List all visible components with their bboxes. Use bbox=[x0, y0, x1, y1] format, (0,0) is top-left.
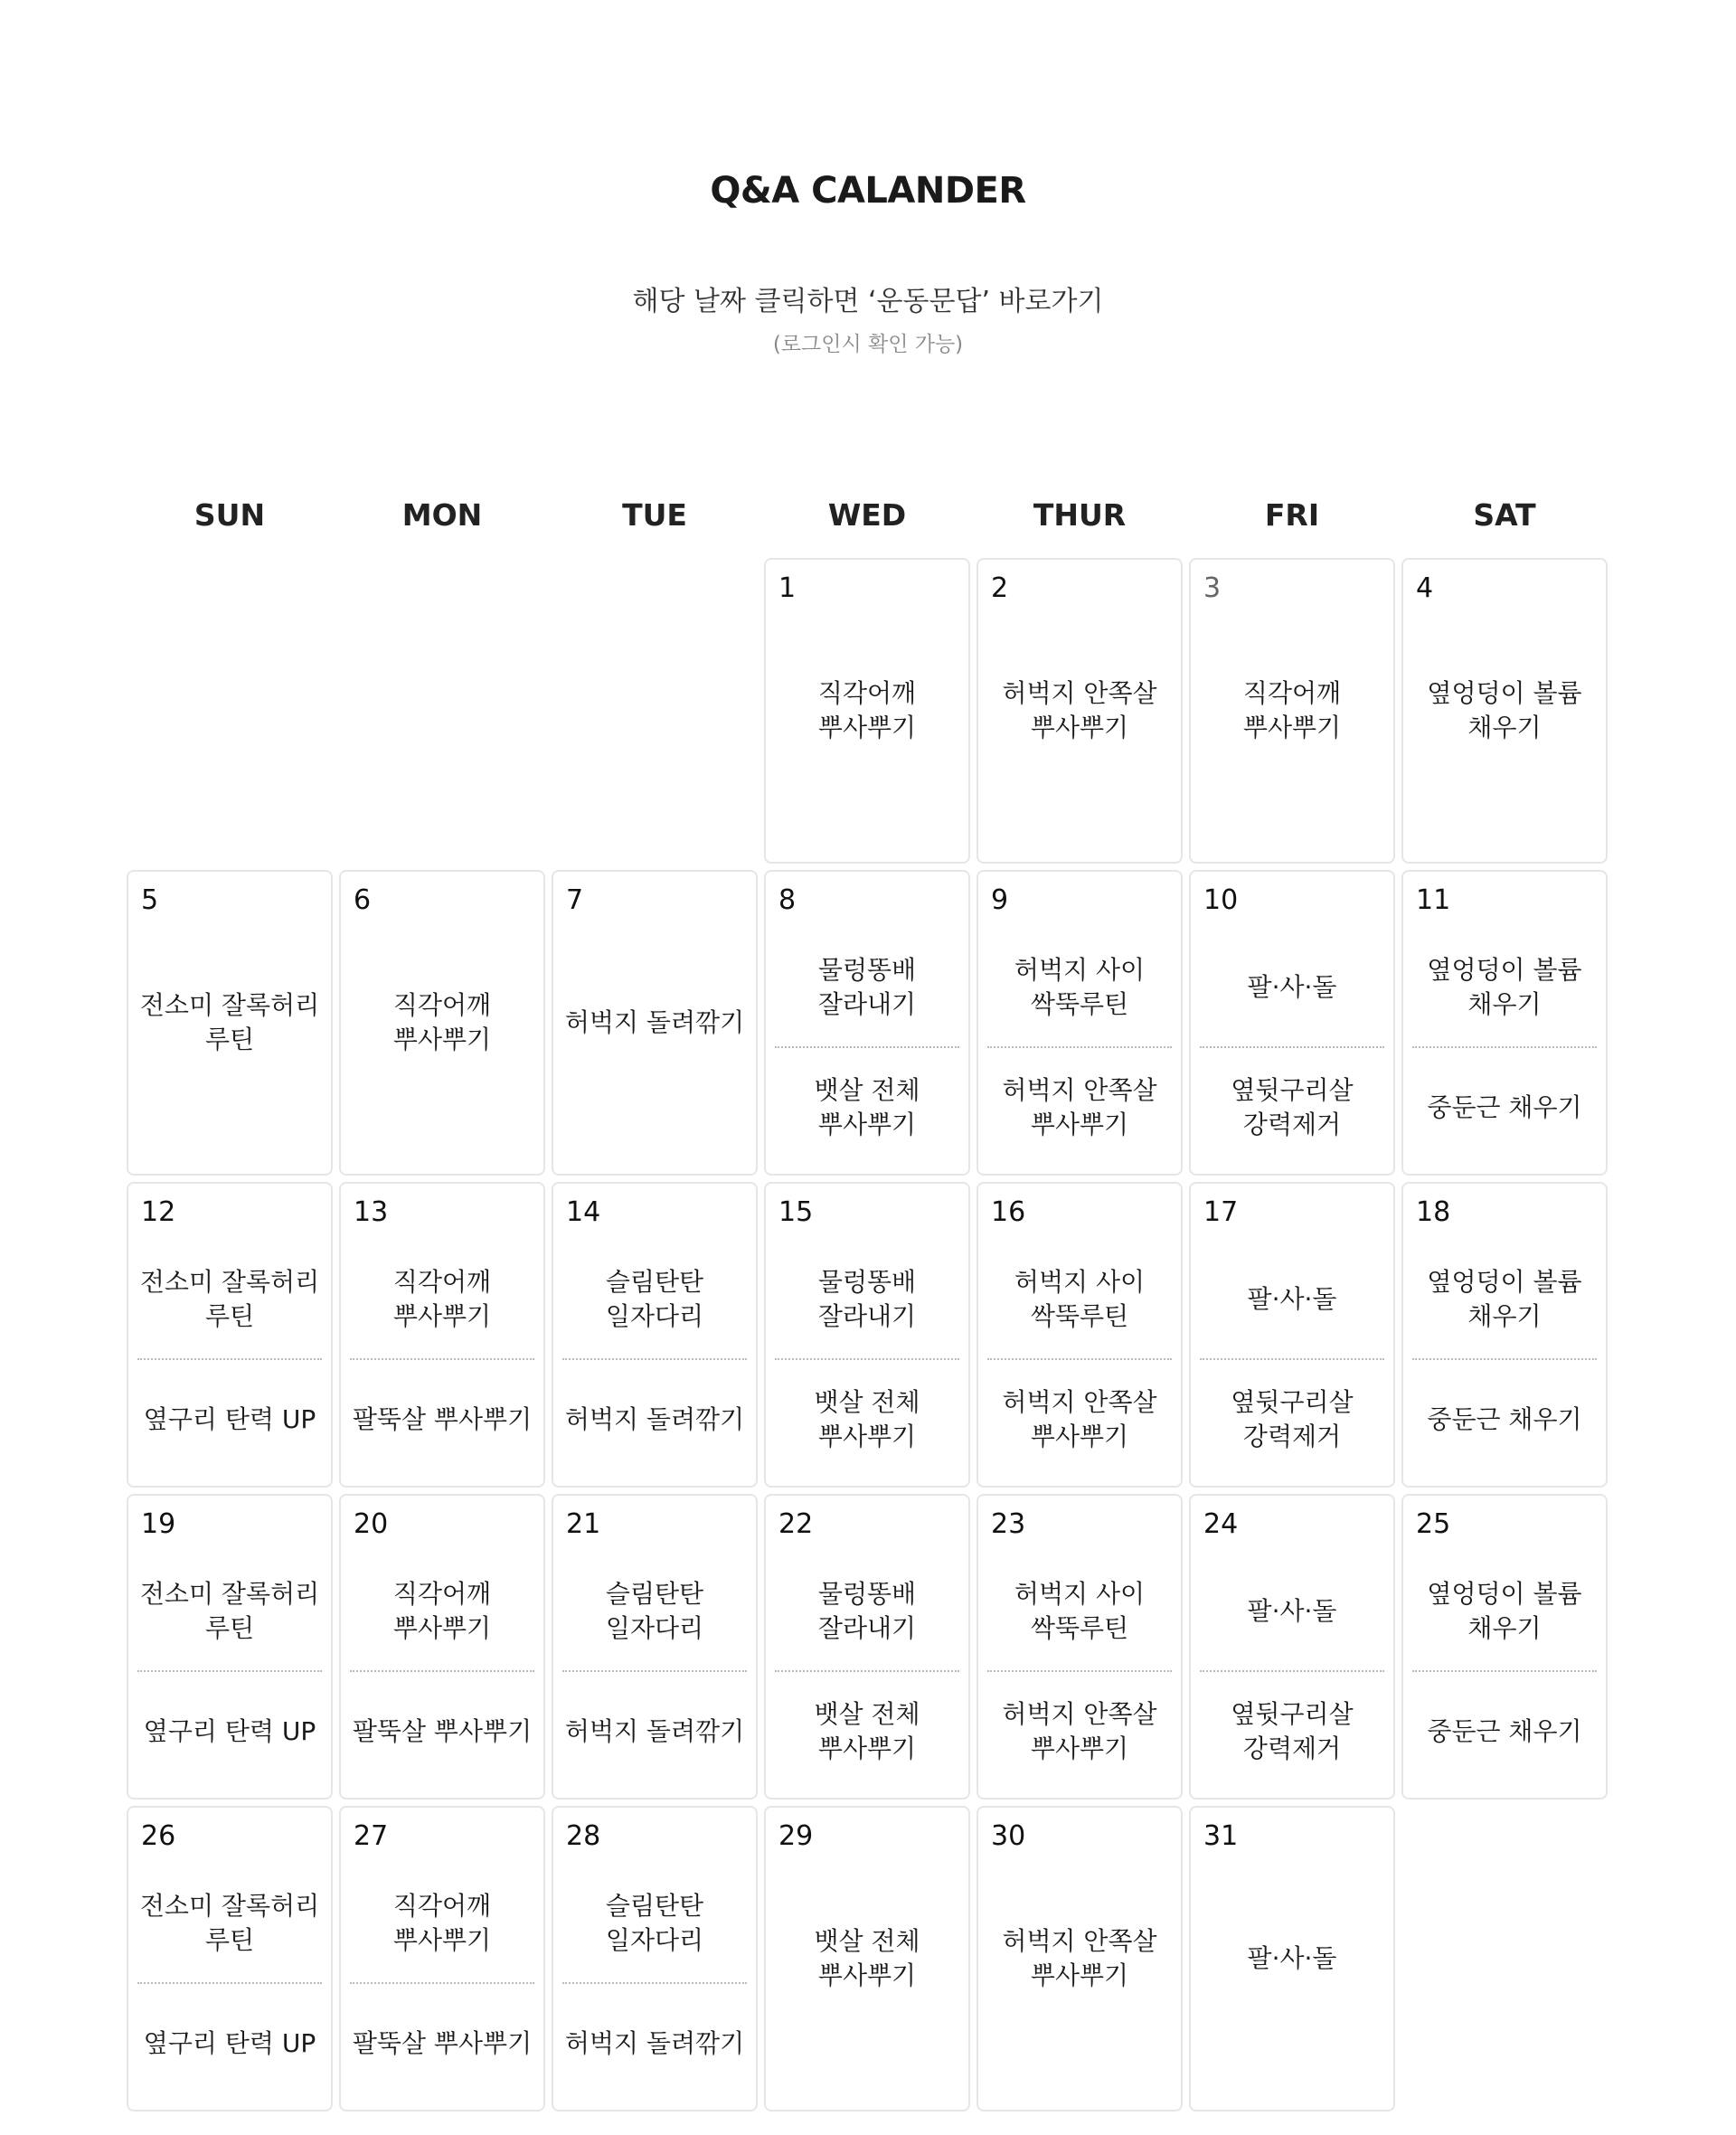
calendar-day-18[interactable] bbox=[1401, 1182, 1608, 1488]
workout-link[interactable]: 직각어깨 뿌사뿌기 bbox=[392, 1266, 492, 1331]
day-number: 25 bbox=[1416, 1508, 1451, 1540]
workout-list bbox=[348, 1864, 536, 2102]
calendar-day-23[interactable] bbox=[976, 1494, 1183, 1800]
calendar-day-2[interactable] bbox=[976, 558, 1183, 864]
calendar-day-19[interactable] bbox=[127, 1494, 333, 1800]
workout-list bbox=[773, 1808, 961, 2110]
workout-link[interactable]: 옆엉덩이 볼륨 채우기 bbox=[1427, 954, 1582, 1019]
day-number: 19 bbox=[141, 1508, 176, 1540]
workout-list bbox=[986, 560, 1174, 862]
calendar-day-22[interactable] bbox=[764, 1494, 970, 1800]
workout-list bbox=[773, 1552, 961, 1790]
workout-link[interactable]: 팔뚝살 뿌사뿌기 bbox=[352, 2027, 533, 2058]
workout-list bbox=[986, 1552, 1174, 1790]
workout-link[interactable]: 직각어깨 뿌사뿌기 bbox=[392, 990, 492, 1054]
workout-link[interactable]: 옆뒷구리살 강력제거 bbox=[1231, 1698, 1354, 1763]
calendar-blank-cell bbox=[552, 558, 758, 864]
day-number: 31 bbox=[1203, 1820, 1239, 1852]
workout-link[interactable]: 허벅지 돌려깎기 bbox=[564, 2027, 745, 2058]
workout-link[interactable]: 허벅지 안쪽살 뿌사뿌기 bbox=[1002, 1074, 1157, 1139]
day-number: 16 bbox=[991, 1196, 1026, 1228]
workout-link[interactable]: 전소미 잘록허리 루틴 bbox=[139, 1890, 320, 1955]
day-number: 12 bbox=[141, 1196, 176, 1228]
workout-link[interactable]: 옆엉덩이 볼륨 채우기 bbox=[1427, 1266, 1582, 1331]
calendar-grid bbox=[127, 558, 1609, 2111]
workout-link[interactable]: 뱃살 전체 뿌사뿌기 bbox=[814, 1074, 920, 1139]
day-number: 4 bbox=[1416, 572, 1434, 604]
calendar-blank-cell bbox=[339, 558, 545, 864]
workout-link[interactable]: 전소미 잘록허리 루틴 bbox=[139, 1578, 320, 1643]
workout-link[interactable]: 팔·사·돌 bbox=[1247, 971, 1337, 1002]
workout-list bbox=[773, 1240, 961, 1478]
workout-list bbox=[561, 1864, 749, 2102]
calendar-day-15[interactable] bbox=[764, 1182, 970, 1488]
calendar-day-16[interactable] bbox=[976, 1182, 1183, 1488]
workout-link[interactable]: 물렁똥배 잘라내기 bbox=[817, 1266, 917, 1331]
workout-link[interactable]: 옆구리 탄력 UP bbox=[143, 2027, 316, 2058]
calendar-day-21[interactable] bbox=[552, 1494, 758, 1800]
workout-link[interactable]: 허벅지 돌려깎기 bbox=[564, 1403, 745, 1434]
calendar-day-24[interactable] bbox=[1189, 1494, 1395, 1800]
workout-link[interactable]: 허벅지 안쪽살 뿌사뿌기 bbox=[1002, 1698, 1157, 1763]
workout-link[interactable]: 옆구리 탄력 UP bbox=[143, 1715, 316, 1746]
calendar-day-28[interactable] bbox=[552, 1806, 758, 2111]
calendar-blank-cell bbox=[127, 558, 333, 864]
day-number: 13 bbox=[354, 1196, 389, 1228]
page-subtitle: 해당 날짜 클릭하면 ‘운동문답’ 바로가기 bbox=[632, 286, 1104, 317]
workout-list bbox=[1198, 1240, 1386, 1478]
day-number: 22 bbox=[778, 1508, 814, 1540]
day-number: 23 bbox=[991, 1508, 1026, 1540]
calendar-day-11[interactable] bbox=[1401, 870, 1608, 1176]
workout-link[interactable]: 뱃살 전체 뿌사뿌기 bbox=[814, 1698, 920, 1763]
day-number: 8 bbox=[778, 884, 797, 916]
workout-link[interactable]: 중둔근 채우기 bbox=[1427, 1091, 1582, 1122]
workout-list bbox=[1410, 1552, 1599, 1790]
workout-link[interactable]: 팔뚝살 뿌사뿌기 bbox=[352, 1403, 533, 1434]
weekday-fri: FRI bbox=[1264, 497, 1320, 533]
workout-list bbox=[1410, 1240, 1599, 1478]
workout-list bbox=[348, 872, 536, 1174]
weekday-sun: SUN bbox=[193, 497, 266, 533]
day-number: 9 bbox=[991, 884, 1009, 916]
workout-list bbox=[561, 1552, 749, 1790]
workout-link[interactable]: 옆뒷구리살 강력제거 bbox=[1231, 1074, 1354, 1139]
day-number: 27 bbox=[354, 1820, 389, 1852]
calendar-day-9[interactable] bbox=[976, 870, 1183, 1176]
workout-link[interactable]: 슬림탄탄 일자다리 bbox=[605, 1890, 704, 1955]
workout-link[interactable]: 팔·사·돌 bbox=[1247, 1595, 1337, 1626]
day-number: 1 bbox=[778, 572, 797, 604]
day-number: 17 bbox=[1203, 1196, 1239, 1228]
calendar-day-26[interactable] bbox=[127, 1806, 333, 2111]
calendar-day-31[interactable] bbox=[1189, 1806, 1395, 2111]
workout-link[interactable]: 전소미 잘록허리 루틴 bbox=[139, 990, 320, 1054]
workout-list bbox=[136, 872, 324, 1174]
workout-link[interactable]: 옆구리 탄력 UP bbox=[143, 1403, 316, 1434]
calendar-day-25[interactable] bbox=[1401, 1494, 1608, 1800]
day-number: 10 bbox=[1203, 884, 1239, 916]
weekday-header-row bbox=[127, 493, 1609, 538]
workout-list bbox=[561, 872, 749, 1174]
calendar-day-14[interactable] bbox=[552, 1182, 758, 1488]
day-number: 28 bbox=[566, 1820, 601, 1852]
workout-link[interactable]: 옆엉덩이 볼륨 채우기 bbox=[1427, 1578, 1582, 1643]
workout-list bbox=[1198, 928, 1386, 1167]
workout-link[interactable]: 옆엉덩이 볼륨 채우기 bbox=[1427, 678, 1582, 742]
workout-list bbox=[986, 1808, 1174, 2110]
workout-link[interactable]: 뱃살 전체 뿌사뿌기 bbox=[814, 1926, 920, 1990]
day-number: 26 bbox=[141, 1820, 176, 1852]
workout-link[interactable]: 물렁똥배 잘라내기 bbox=[817, 1578, 917, 1643]
calendar-day-10[interactable] bbox=[1189, 870, 1395, 1176]
workout-list bbox=[136, 1552, 324, 1790]
workout-list bbox=[1198, 560, 1386, 862]
workout-list bbox=[773, 560, 961, 862]
workout-list bbox=[136, 1864, 324, 2102]
workout-link[interactable]: 허벅지 사이 싹뚝루틴 bbox=[1014, 1578, 1146, 1643]
calendar-day-17[interactable] bbox=[1189, 1182, 1395, 1488]
workout-link[interactable]: 슬림탄탄 일자다리 bbox=[605, 1266, 704, 1331]
workout-link[interactable]: 물렁똥배 잘라내기 bbox=[817, 954, 917, 1019]
workout-list bbox=[348, 1552, 536, 1790]
calendar-day-3[interactable] bbox=[1189, 558, 1395, 864]
workout-list bbox=[773, 928, 961, 1167]
workout-list bbox=[986, 1240, 1174, 1478]
calendar-day-1[interactable] bbox=[764, 558, 970, 864]
day-number: 21 bbox=[566, 1508, 601, 1540]
workout-link[interactable]: 직각어깨 뿌사뿌기 bbox=[392, 1578, 492, 1643]
workout-link[interactable]: 허벅지 돌려깎기 bbox=[564, 1007, 745, 1037]
calendar-day-6[interactable] bbox=[339, 870, 545, 1176]
workout-link[interactable]: 슬림탄탄 일자다리 bbox=[605, 1578, 704, 1643]
day-number: 6 bbox=[354, 884, 372, 916]
weekday-mon: MON bbox=[401, 497, 483, 533]
weekday-wed: WED bbox=[827, 497, 907, 533]
workout-link[interactable]: 허벅지 안쪽살 뿌사뿌기 bbox=[1002, 1386, 1157, 1451]
workout-link[interactable]: 직각어깨 뿌사뿌기 bbox=[817, 678, 917, 742]
calendar-day-8[interactable] bbox=[764, 870, 970, 1176]
workout-list bbox=[348, 1240, 536, 1478]
weekday-tue: TUE bbox=[622, 497, 687, 533]
workout-list bbox=[561, 1240, 749, 1478]
day-number: 29 bbox=[778, 1820, 814, 1852]
day-number: 14 bbox=[566, 1196, 601, 1228]
workout-link[interactable]: 허벅지 사이 싹뚝루틴 bbox=[1014, 954, 1146, 1019]
workout-list bbox=[1198, 1808, 1386, 2110]
workout-list bbox=[1198, 1552, 1386, 1790]
day-number: 3 bbox=[1203, 572, 1222, 604]
calendar-day-13[interactable] bbox=[339, 1182, 545, 1488]
workout-link[interactable]: 직각어깨 뿌사뿌기 bbox=[392, 1890, 492, 1955]
calendar-day-20[interactable] bbox=[339, 1494, 545, 1800]
calendar-day-12[interactable] bbox=[127, 1182, 333, 1488]
calendar-day-27[interactable] bbox=[339, 1806, 545, 2111]
workout-link[interactable]: 허벅지 안쪽살 뿌사뿌기 bbox=[1002, 678, 1157, 742]
workout-link[interactable]: 팔·사·돌 bbox=[1247, 1943, 1337, 1973]
workout-link[interactable]: 중둔근 채우기 bbox=[1427, 1715, 1582, 1746]
calendar-day-4[interactable] bbox=[1401, 558, 1608, 864]
workout-list bbox=[1410, 560, 1599, 862]
workout-link[interactable]: 뱃살 전체 뿌사뿌기 bbox=[814, 1386, 920, 1451]
workout-link[interactable]: 옆뒷구리살 강력제거 bbox=[1231, 1386, 1354, 1451]
weekday-sat: SAT bbox=[1473, 497, 1536, 533]
workout-link[interactable]: 팔뚝살 뿌사뿌기 bbox=[352, 1715, 533, 1746]
weekday-thur: THUR bbox=[1033, 497, 1127, 533]
page-title: Q&A CALANDER bbox=[710, 170, 1026, 212]
calendar-day-30[interactable] bbox=[976, 1806, 1183, 2111]
calendar-day-5[interactable] bbox=[127, 870, 333, 1176]
day-number: 2 bbox=[991, 572, 1009, 604]
workout-list bbox=[986, 928, 1174, 1167]
workout-list bbox=[1410, 928, 1599, 1167]
workout-list bbox=[136, 1240, 324, 1478]
calendar-day-7[interactable] bbox=[552, 870, 758, 1176]
day-number: 11 bbox=[1416, 884, 1451, 916]
day-number: 7 bbox=[566, 884, 584, 916]
calendar-day-29[interactable] bbox=[764, 1806, 970, 2111]
day-number: 15 bbox=[778, 1196, 814, 1228]
day-number: 24 bbox=[1203, 1508, 1239, 1540]
day-number: 18 bbox=[1416, 1196, 1451, 1228]
workout-link[interactable]: 팔·사·돌 bbox=[1247, 1283, 1337, 1314]
day-number: 5 bbox=[141, 884, 159, 916]
login-note: (로그인시 확인 가능) bbox=[772, 333, 964, 356]
workout-link[interactable]: 직각어깨 뿌사뿌기 bbox=[1242, 678, 1342, 742]
day-number: 20 bbox=[354, 1508, 389, 1540]
workout-link[interactable]: 허벅지 돌려깎기 bbox=[564, 1715, 745, 1746]
workout-link[interactable]: 전소미 잘록허리 루틴 bbox=[139, 1266, 320, 1331]
day-number: 30 bbox=[991, 1820, 1026, 1852]
workout-link[interactable]: 허벅지 사이 싹뚝루틴 bbox=[1014, 1266, 1146, 1331]
workout-link[interactable]: 중둔근 채우기 bbox=[1427, 1403, 1582, 1434]
workout-link[interactable]: 허벅지 안쪽살 뿌사뿌기 bbox=[1002, 1926, 1157, 1990]
